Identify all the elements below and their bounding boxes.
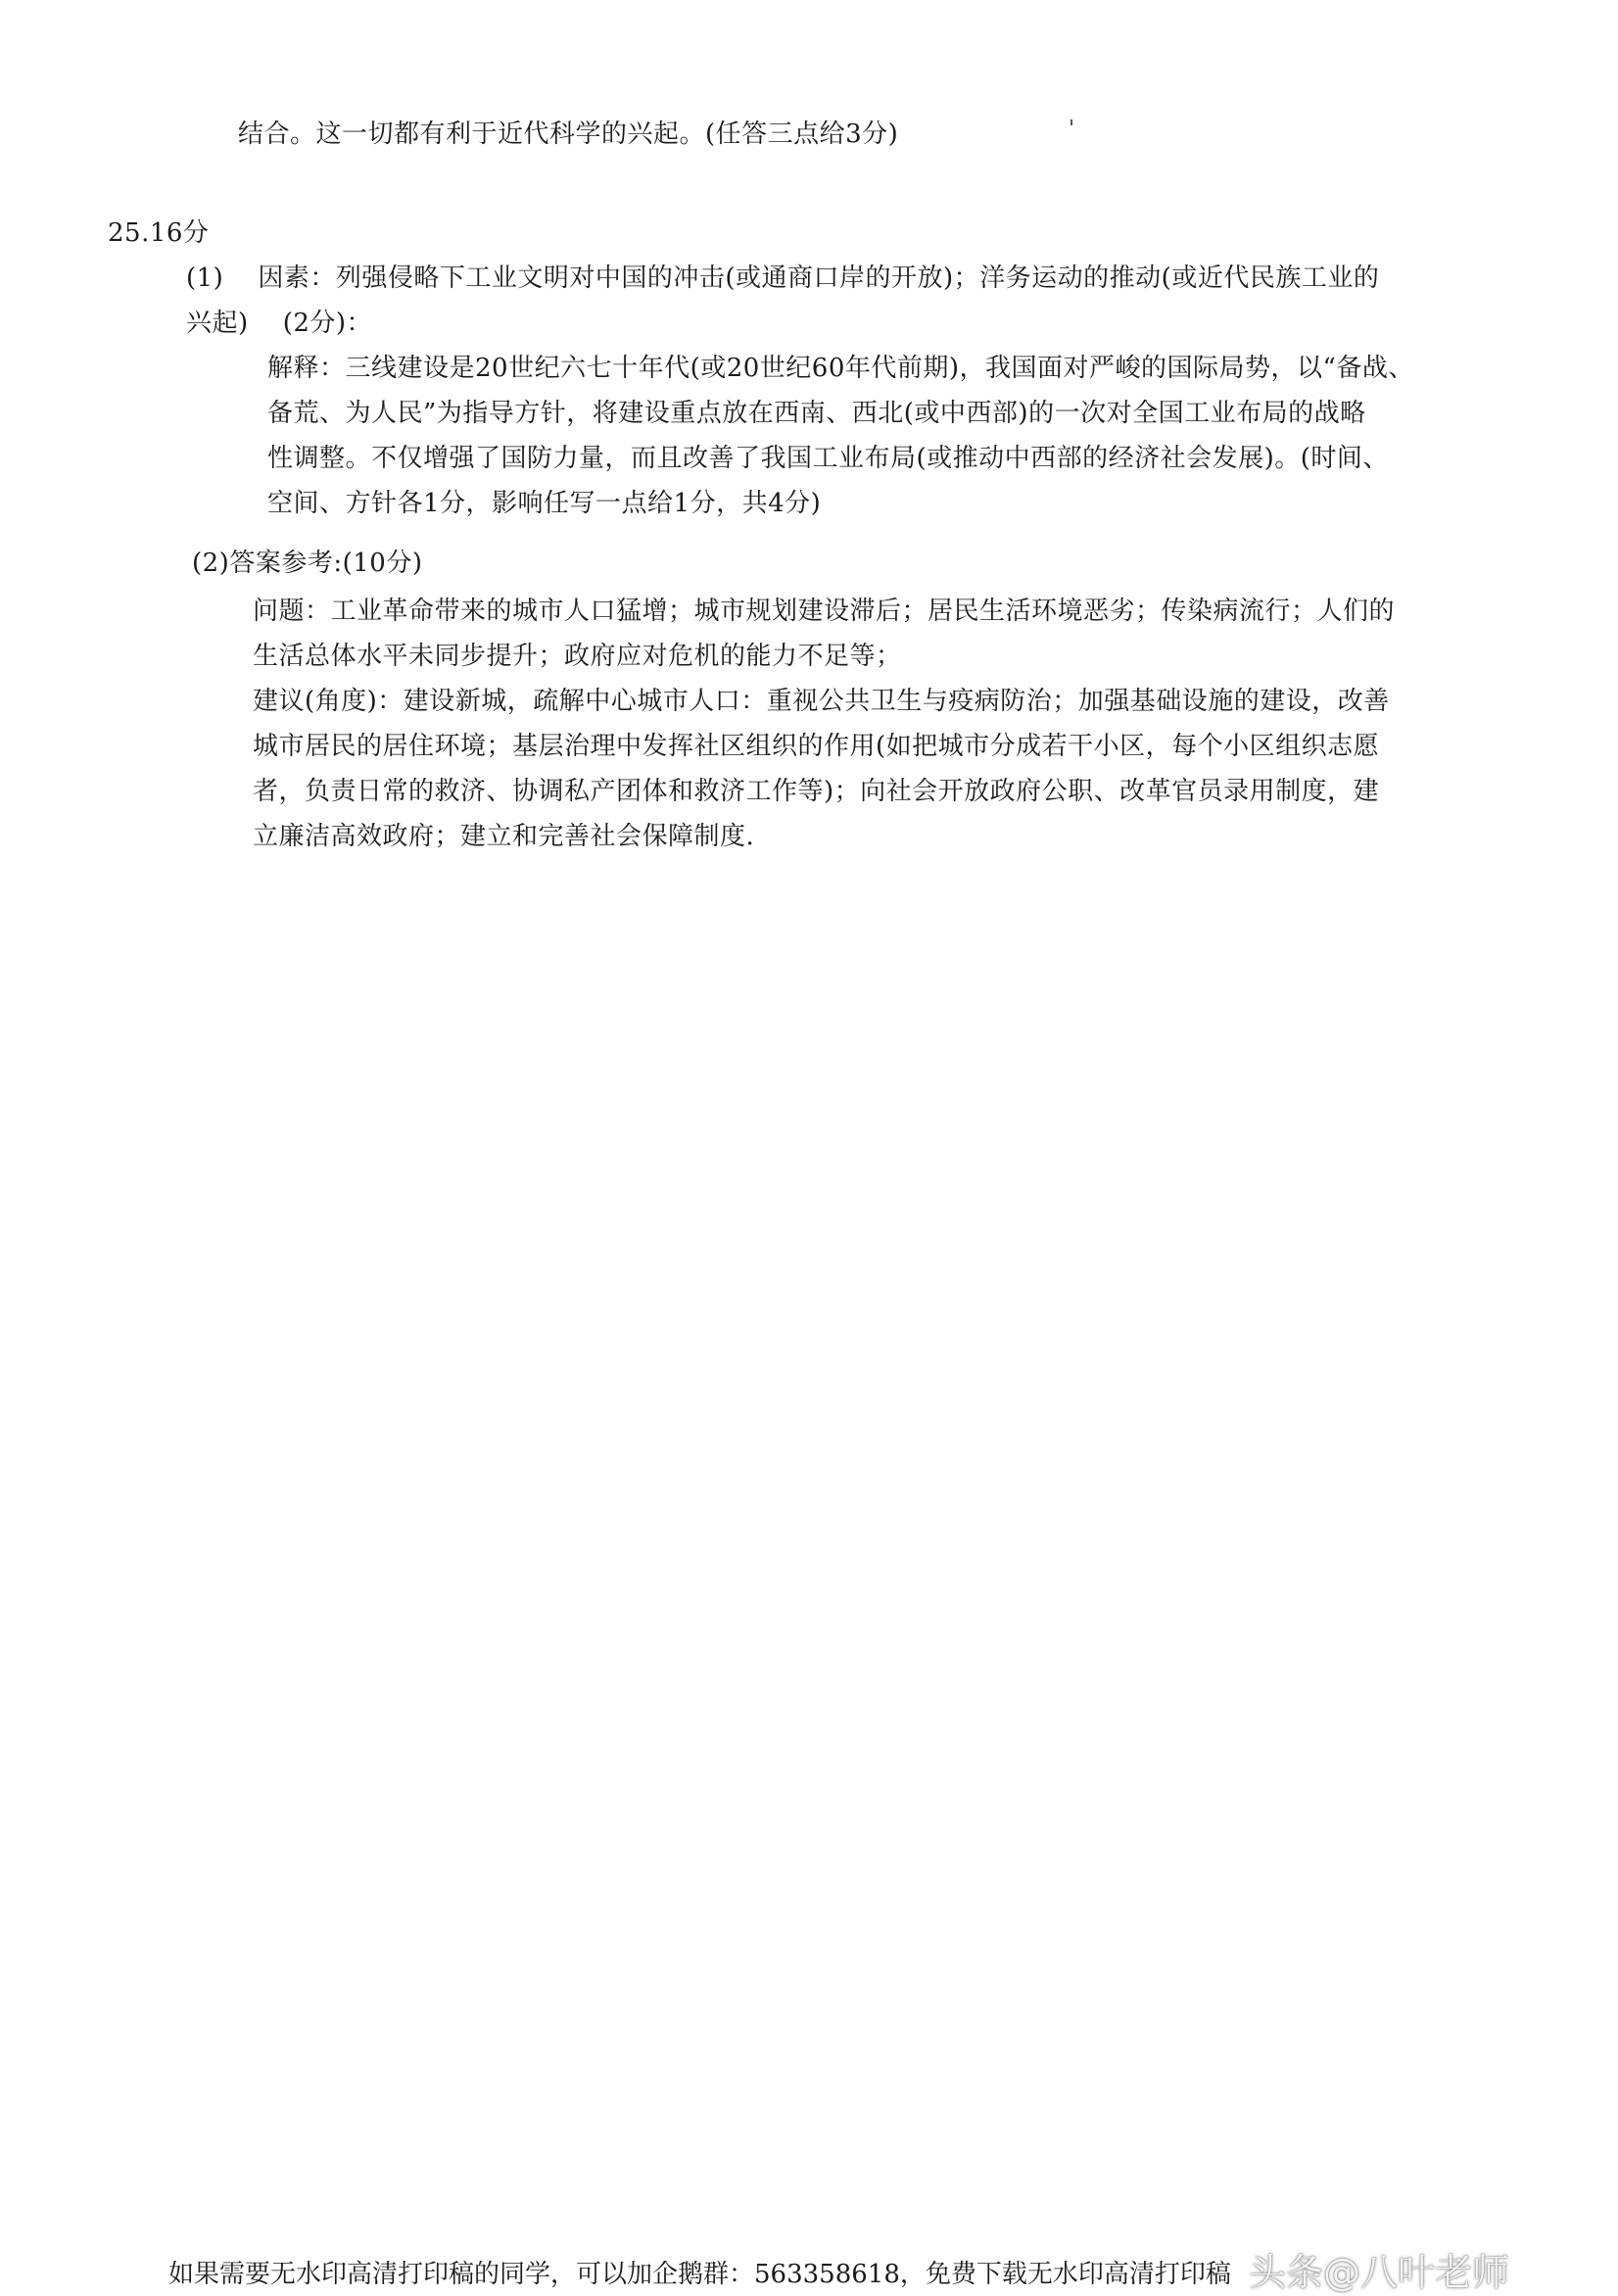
text-line-5: 解释：三线建设是20世纪六七十年代(或20世纪60年代前期)，我国面对严峻的国际局势，以“备战、	[267, 354, 1414, 383]
scan-speck	[1071, 120, 1072, 125]
text-line-8: 空间、方针各1分，影响任写一点给1分，共4分)	[267, 489, 822, 518]
text-line-14: 者，负责日常的救济、协调私产团体和救济工作等)；向社会开放政府公职、改革官员录用制度，建	[253, 777, 1380, 806]
text-line-3: (1) 因素：列强侵略下工业文明对中国的冲击(或通商口岸的开放)；洋务运动的推动(或近代民族工业的	[186, 263, 1380, 293]
text-line-10: 问题：工业革命带来的城市人口猛增；城市规划建设滞后；居民生活环境恶劣；传染病流行；人们的	[253, 597, 1396, 626]
text-line-15: 立廉洁高效政府；建立和完善社会保障制度.	[253, 822, 755, 851]
text-line-12: 建议(角度)：建设新城，疏解中心城市人口：重视公共卫生与疫病防治；加强基础设施的建设，改善	[253, 687, 1390, 716]
text-line-6: 备荒、为人民”为指导方针，将建设重点放在西南、西北(或中西部)的一次对全国工业布局的战略	[267, 399, 1366, 428]
answer-reference-heading: (2)答案参考:(10分)	[192, 549, 423, 578]
text-line-4: 兴起) (2分)：	[186, 309, 373, 338]
footer-note: 如果需要无水印高清打印稿的同学，可以加企鹅群：563358618，免费下载无水印高清打印稿	[168, 2260, 1231, 2289]
text-line-7: 性调整。不仅增强了国防力量，而且改善了我国工业布局(或推动中西部的经济社会发展)。(时间、	[267, 444, 1389, 473]
text-line-1: 结合。这一切都有利于近代科学的兴起。(任答三点给3分)	[238, 120, 899, 149]
question-number-25: 25.16分	[108, 218, 210, 248]
text-line-11: 生活总体水平未同步提升；政府应对危机的能力不足等；	[253, 642, 902, 671]
text-line-13: 城市居民的居住环境；基层治理中发挥社区组织的作用(如把城市分成若干小区，每个小区组织志愿	[253, 732, 1380, 761]
watermark: 头条@八叶老师	[1249, 2251, 1510, 2294]
